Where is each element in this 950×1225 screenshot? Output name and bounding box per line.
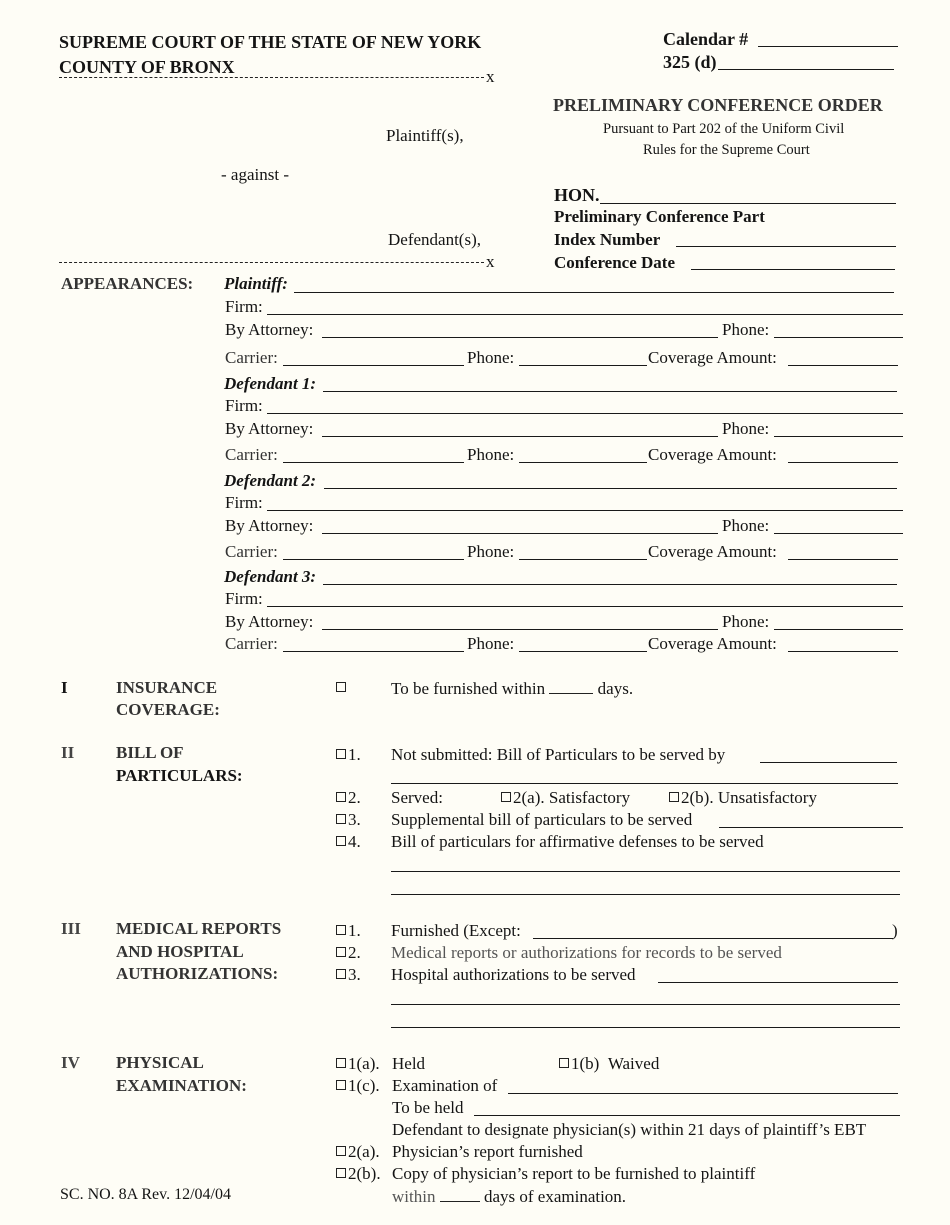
calendar-number-field[interactable] bbox=[758, 46, 898, 47]
phone-field[interactable] bbox=[774, 533, 903, 534]
hospital-auth-line-1[interactable] bbox=[391, 1004, 900, 1005]
index-number-label: Index Number bbox=[554, 230, 661, 249]
party-label: Defendant 1: bbox=[224, 374, 317, 393]
caption-x-mark-bottom: x bbox=[486, 252, 495, 271]
attorney-field[interactable] bbox=[322, 629, 718, 630]
section-ii-title-1: BILL OF bbox=[116, 743, 184, 762]
carrier-phone-label: Phone: bbox=[467, 348, 515, 367]
medical-except-close: ) bbox=[892, 921, 898, 940]
coverage-field[interactable] bbox=[788, 365, 898, 366]
bop-served-by-field[interactable] bbox=[760, 762, 897, 763]
medical-item-2-text: Medical reports or authorizations for records to be served bbox=[391, 943, 782, 962]
phone-field[interactable] bbox=[774, 436, 903, 437]
attorney-label: By Attorney: bbox=[225, 320, 314, 339]
carrier-phone-label: Phone: bbox=[467, 445, 515, 464]
exam-1c-checkbox[interactable]: 1(c). bbox=[336, 1077, 380, 1094]
section-i-number: I bbox=[61, 678, 68, 697]
bop-defenses-line-1[interactable] bbox=[391, 871, 900, 872]
party-name-field[interactable] bbox=[324, 488, 897, 489]
bop-defenses-line-2[interactable] bbox=[391, 894, 900, 895]
rule-field[interactable] bbox=[718, 69, 894, 70]
carrier-label: Carrier: bbox=[225, 542, 278, 561]
court-county: COUNTY OF BRONX bbox=[59, 57, 235, 77]
firm-label: Firm: bbox=[225, 589, 263, 608]
medical-except-field[interactable] bbox=[533, 938, 893, 939]
calendar-label: Calendar # bbox=[663, 29, 749, 49]
pursuant-line-2: Rules for the Supreme Court bbox=[643, 142, 810, 158]
firm-label: Firm: bbox=[225, 493, 263, 512]
insurance-days-field[interactable] bbox=[549, 679, 593, 694]
order-title: PRELIMINARY CONFERENCE ORDER bbox=[553, 95, 883, 115]
firm-label: Firm: bbox=[225, 396, 263, 415]
coverage-label: Coverage Amount: bbox=[648, 348, 777, 367]
carrier-label: Carrier: bbox=[225, 634, 278, 653]
party-label: Plaintiff: bbox=[224, 274, 288, 293]
carrier-phone-field[interactable] bbox=[519, 365, 647, 366]
carrier-field[interactable] bbox=[283, 462, 464, 463]
examination-of-field[interactable] bbox=[508, 1093, 898, 1094]
carrier-phone-field[interactable] bbox=[519, 462, 647, 463]
hon-field[interactable] bbox=[600, 203, 896, 204]
within-label: within bbox=[392, 1187, 436, 1206]
pursuant-line-1: Pursuant to Part 202 of the Uniform Civil bbox=[603, 121, 845, 137]
attorney-label: By Attorney: bbox=[225, 612, 314, 631]
exam-within-text bbox=[392, 1187, 626, 1205]
coverage-label: Coverage Amount: bbox=[648, 542, 777, 561]
coverage-field[interactable] bbox=[788, 462, 898, 463]
attorney-field[interactable] bbox=[322, 533, 718, 534]
insurance-text bbox=[391, 679, 633, 697]
exam-2b-checkbox[interactable]: 2(b). bbox=[336, 1165, 381, 1182]
firm-field[interactable] bbox=[267, 314, 903, 315]
firm-field[interactable] bbox=[267, 413, 903, 414]
section-iii-title-2: AND HOSPITAL bbox=[116, 942, 244, 961]
insurance-checkbox[interactable] bbox=[336, 679, 348, 696]
section-iii-title-3: AUTHORIZATIONS: bbox=[116, 964, 279, 983]
bop-supplemental-field[interactable] bbox=[719, 827, 903, 828]
section-ii-title-2: PARTICULARS: bbox=[116, 766, 243, 785]
exam-2a-text: Physician’s report furnished bbox=[392, 1142, 583, 1161]
rule-label: 325 (d) bbox=[663, 52, 717, 72]
to-be-held-label: To be held bbox=[392, 1098, 464, 1117]
section-i-title-1: INSURANCE bbox=[116, 678, 218, 697]
bop-2b-checkbox[interactable]: 2(b). Unsatisfactory bbox=[669, 789, 817, 806]
firm-label: Firm: bbox=[225, 297, 263, 316]
conference-date-label: Conference Date bbox=[554, 253, 676, 272]
attorney-label: By Attorney: bbox=[225, 516, 314, 535]
bop-item-2-checkbox[interactable]: 2. bbox=[336, 789, 361, 806]
phone-label: Phone: bbox=[722, 419, 770, 438]
phone-label: Phone: bbox=[722, 612, 770, 631]
carrier-field[interactable] bbox=[283, 651, 464, 652]
coverage-field[interactable] bbox=[788, 651, 898, 652]
section-ii-number: II bbox=[61, 743, 75, 762]
bop-item-1-text: Not submitted: Bill of Particulars to be served by bbox=[391, 745, 726, 764]
bop-2a-checkbox[interactable]: 2(a). Satisfactory bbox=[501, 789, 630, 806]
bop-item-2-text: Served: bbox=[391, 788, 443, 807]
to-be-held-field[interactable] bbox=[474, 1115, 900, 1116]
firm-field[interactable] bbox=[267, 510, 903, 511]
attorney-label: By Attorney: bbox=[225, 419, 314, 438]
coverage-field[interactable] bbox=[788, 559, 898, 560]
court-name: SUPREME COURT OF THE STATE OF NEW YORK bbox=[59, 32, 482, 52]
section-iv-number: IV bbox=[61, 1053, 80, 1072]
section-iii-title-1: MEDICAL REPORTS bbox=[116, 919, 282, 938]
bop-item-1-checkbox[interactable]: 1. bbox=[336, 746, 361, 763]
carrier-label: Carrier: bbox=[225, 445, 278, 464]
exam-1a-checkbox[interactable]: 1(a). bbox=[336, 1055, 380, 1072]
carrier-phone-label: Phone: bbox=[467, 542, 515, 561]
party-label: Defendant 3: bbox=[224, 567, 317, 586]
index-number-field[interactable] bbox=[676, 246, 896, 247]
appearances-title: APPEARANCES: bbox=[61, 274, 194, 293]
party-label: Defendant 2: bbox=[224, 471, 317, 490]
days-of-exam-label: days of examination. bbox=[483, 1187, 627, 1206]
conference-date-field[interactable] bbox=[691, 269, 895, 270]
against-label: - against - bbox=[221, 165, 289, 184]
section-iv-title-2: EXAMINATION: bbox=[116, 1076, 247, 1095]
exam-days-field[interactable] bbox=[440, 1187, 480, 1202]
phone-field[interactable] bbox=[774, 629, 903, 630]
caption-divider-top bbox=[59, 77, 484, 78]
caption-divider-bottom bbox=[59, 262, 484, 263]
carrier-phone-label: Phone: bbox=[467, 634, 515, 653]
carrier-phone-field[interactable] bbox=[519, 651, 647, 652]
exam-2b-text: Copy of physician’s report to be furnished to plaintiff bbox=[392, 1164, 756, 1183]
plaintiffs-label: Plaintiff(s), bbox=[386, 126, 464, 145]
medical-item-3-text: Hospital authorizations to be served bbox=[391, 965, 636, 984]
designate-physician-text: Defendant to designate physician(s) within 21 days of plaintiff’s EBT bbox=[392, 1120, 867, 1139]
carrier-field[interactable] bbox=[283, 559, 464, 560]
exam-1a-text: Held bbox=[392, 1054, 426, 1073]
section-iii-number: III bbox=[61, 919, 81, 938]
party-name-field[interactable] bbox=[323, 391, 897, 392]
defendants-label: Defendant(s), bbox=[388, 230, 481, 249]
bop-item-4-text: Bill of particulars for affirmative defenses to be served bbox=[391, 832, 764, 851]
coverage-label: Coverage Amount: bbox=[648, 634, 777, 653]
medical-item-3-checkbox[interactable]: 3. bbox=[336, 966, 361, 983]
bop-extra-line[interactable] bbox=[391, 783, 898, 784]
section-iv-title-1: PHYSICAL bbox=[116, 1053, 204, 1072]
bop-item-4-checkbox[interactable]: 4. bbox=[336, 833, 361, 850]
carrier-phone-field[interactable] bbox=[519, 559, 647, 560]
form-number: SC. NO. 8A Rev. 12/04/04 bbox=[60, 1186, 231, 1203]
caption-x-mark-top: x bbox=[486, 67, 495, 86]
attorney-field[interactable] bbox=[322, 337, 718, 338]
exam-1b-checkbox[interactable]: 1(b) Waived bbox=[559, 1055, 659, 1072]
hospital-auth-field[interactable] bbox=[658, 982, 898, 983]
preliminary-conference-part: Preliminary Conference Part bbox=[554, 207, 765, 226]
section-i-title-2: COVERAGE: bbox=[116, 700, 220, 719]
exam-1c-text: Examination of bbox=[392, 1076, 498, 1095]
hospital-auth-line-2[interactable] bbox=[391, 1027, 900, 1028]
hon-label: HON. bbox=[554, 185, 600, 205]
bop-item-3-checkbox[interactable]: 3. bbox=[336, 811, 361, 828]
bop-item-3-text: Supplemental bill of particulars to be served bbox=[391, 810, 693, 829]
carrier-label: Carrier: bbox=[225, 348, 278, 367]
phone-field[interactable] bbox=[774, 337, 903, 338]
party-name-field[interactable] bbox=[323, 584, 897, 585]
medical-item-1-text: Furnished (Except: bbox=[391, 921, 521, 940]
phone-label: Phone: bbox=[722, 516, 770, 535]
attorney-field[interactable] bbox=[322, 436, 718, 437]
firm-field[interactable] bbox=[267, 606, 903, 607]
medical-item-1-checkbox[interactable]: 1. bbox=[336, 922, 361, 939]
exam-2a-checkbox[interactable]: 2(a). bbox=[336, 1143, 380, 1160]
phone-label: Phone: bbox=[722, 320, 770, 339]
carrier-field[interactable] bbox=[283, 365, 464, 366]
medical-item-2-checkbox[interactable]: 2. bbox=[336, 944, 361, 961]
party-name-field[interactable] bbox=[294, 292, 894, 293]
insurance-text-after: days. bbox=[597, 679, 634, 698]
insurance-text-before: To be furnished within bbox=[391, 679, 546, 698]
coverage-label: Coverage Amount: bbox=[648, 445, 777, 464]
